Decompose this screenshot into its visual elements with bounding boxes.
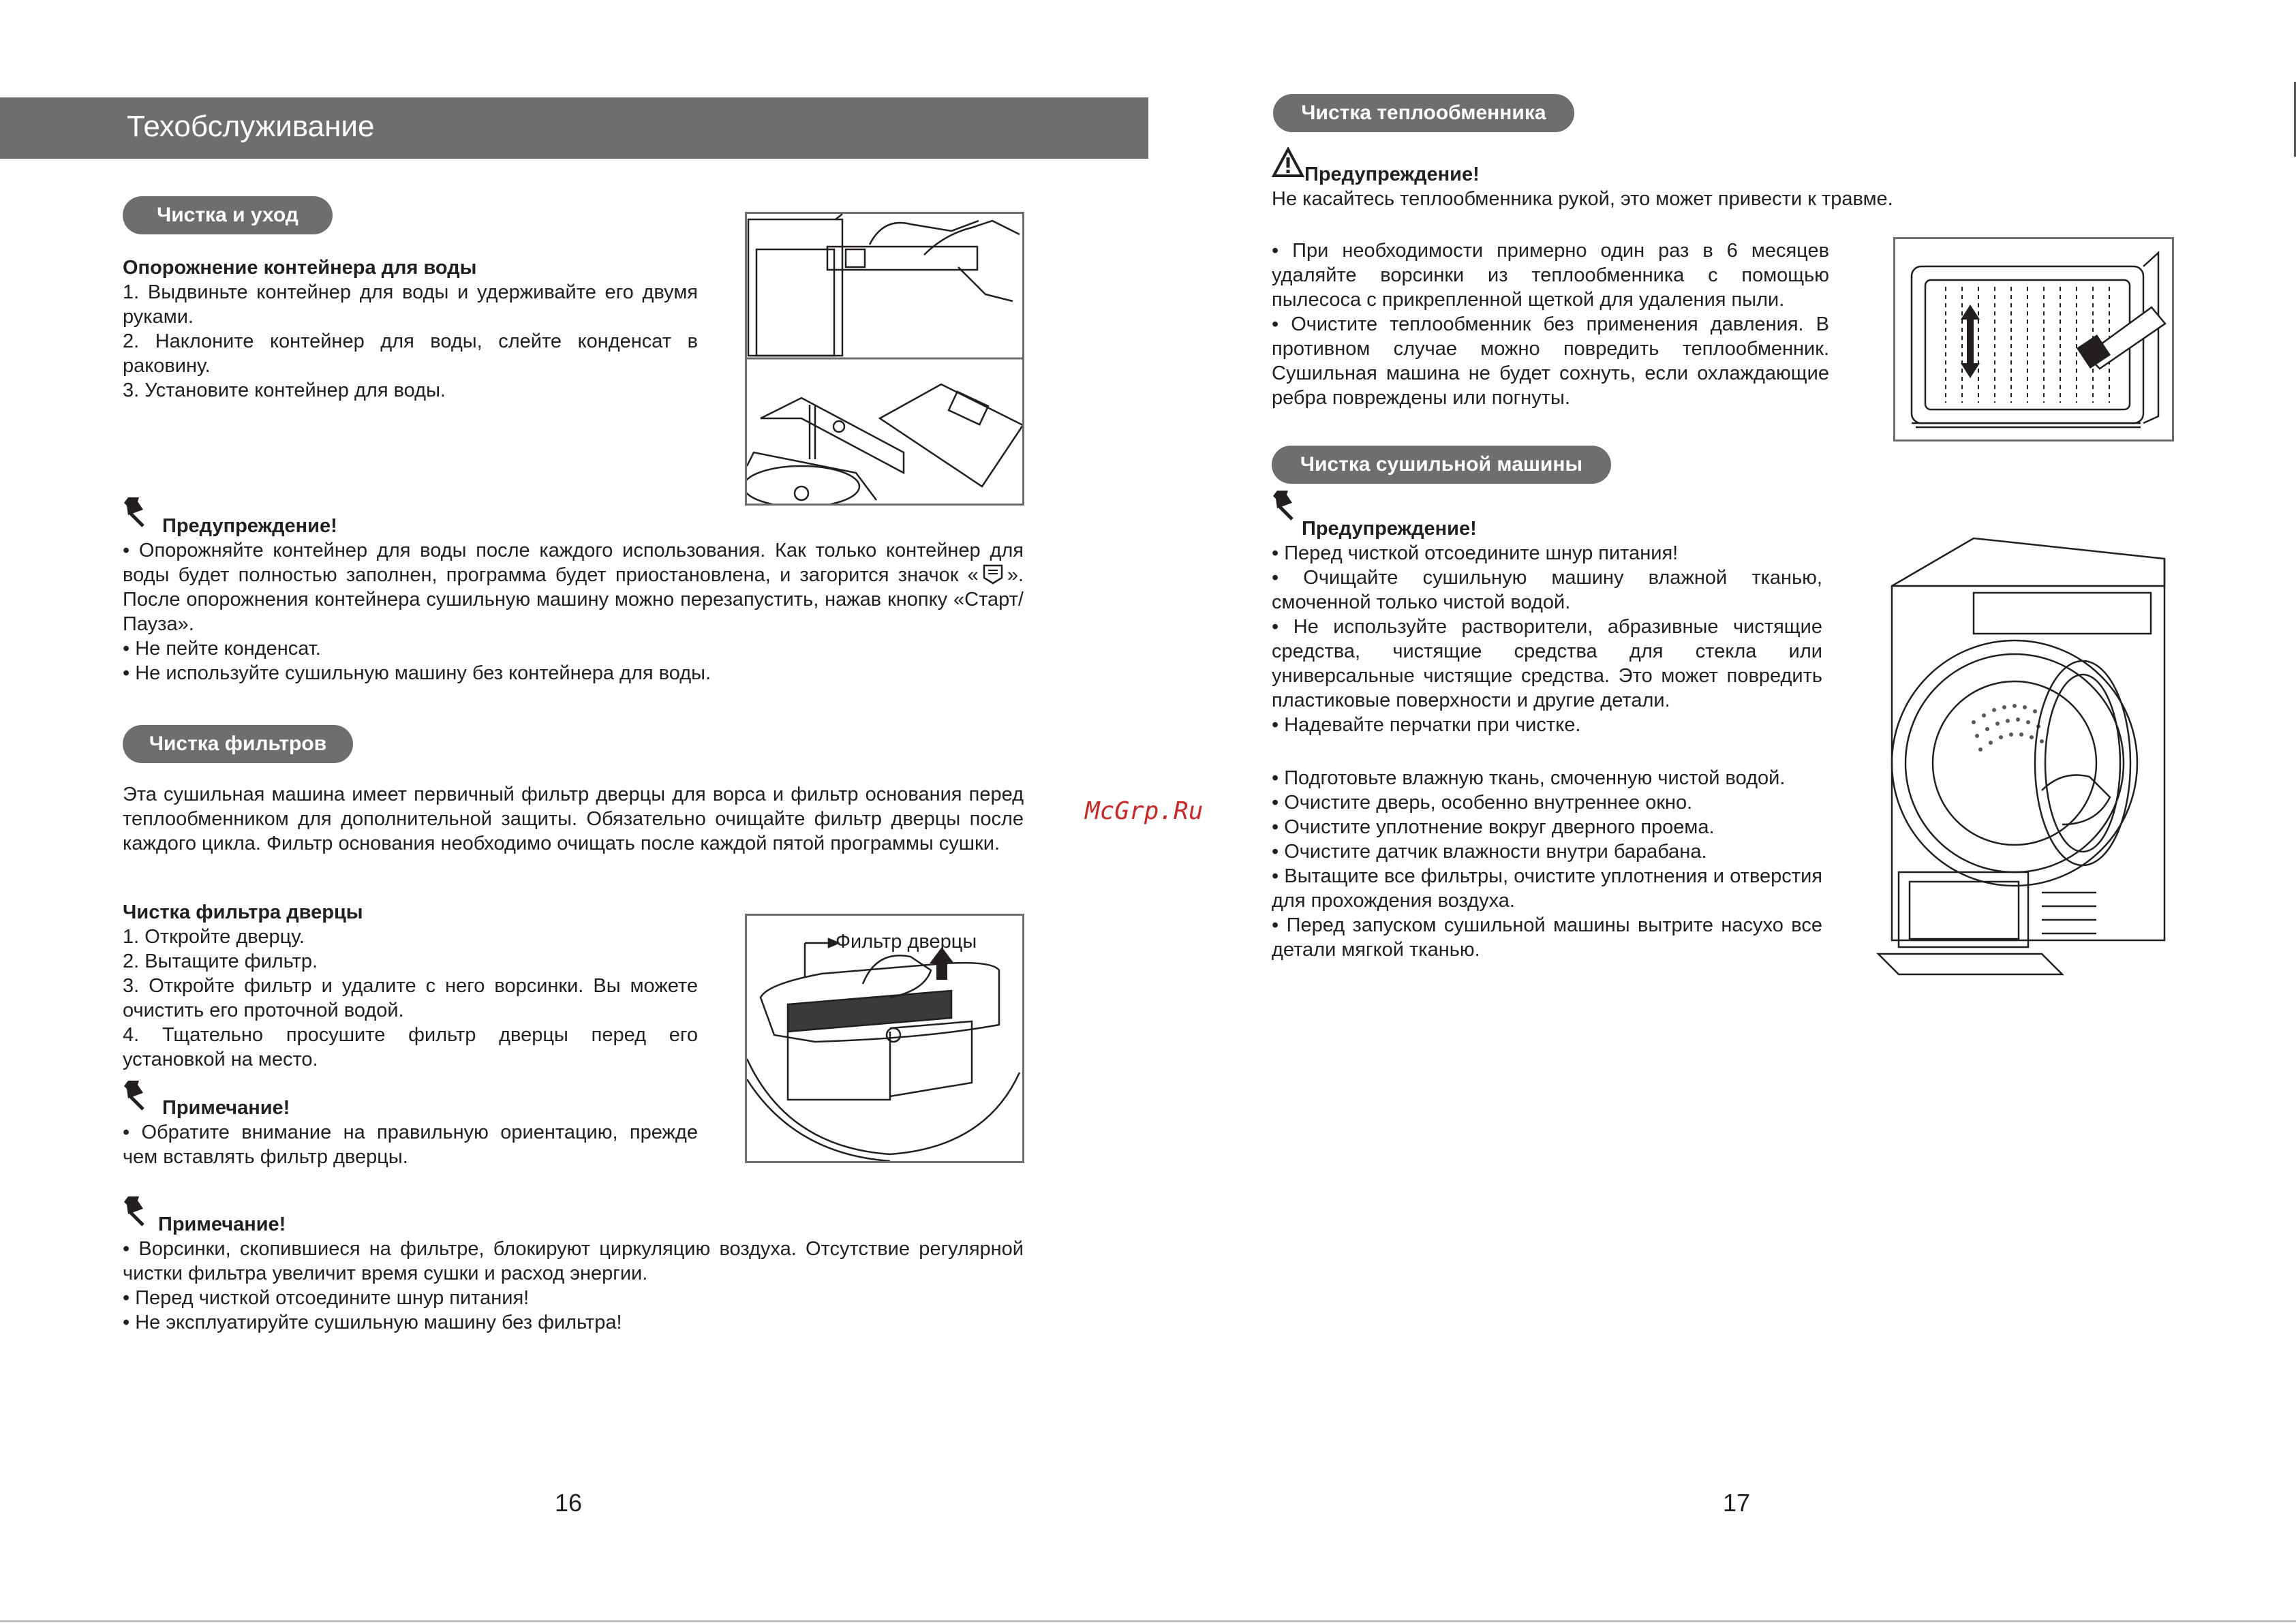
water-tank-indicator-icon [981, 564, 1005, 585]
dryer-step: • Подготовьте влажную ткань, смоченную чистой водой. [1272, 767, 1786, 789]
note2-line: • Ворсинки, скопившиеся на фильтре, блокируют циркуляцию воздуха. Отсутствие регулярной чистки фильтра увеличит время сушки и расход энергии. [123, 1238, 1024, 1284]
dryer-cleaning-figure [1837, 531, 2178, 981]
dryer-cleaning-pill: Чистка сушильной машины [1272, 446, 1611, 484]
pushpin-icon [1272, 489, 1302, 525]
pushpin-icon [123, 1079, 153, 1115]
watermark: McGrp.Ru [1085, 797, 1204, 825]
dryer-warning-line: • Перед чисткой отсоедините шнур питания! [1272, 542, 1679, 564]
page-number-right: 17 [1723, 1489, 1751, 1517]
door-filter-step: 3. Откройте фильтр и удалите с него ворсинки. Вы можете очистить его проточной водой. [123, 975, 698, 1021]
dryer-step: • Очистите уплотнение вокруг дверного проема. [1272, 816, 1715, 838]
door-filter-section [123, 900, 698, 1072]
water-container-figure [745, 212, 1024, 506]
heat-warning-title: Предупреждение! [1304, 164, 1480, 185]
dryer-warning-line: • Очищайте сушильную машину влажной тканью, смоченной только чистой водой. [1272, 567, 1822, 613]
pushpin-icon [123, 496, 153, 531]
dryer-warning-line: • Не используйте растворители, абразивные чистящие средства, чистящие средства для стекла или универсальные чистящие средства. Это может повредить пластиковые поверхности и другие детали. [1272, 616, 1822, 711]
warning1-text-pre: • Опорожняйте контейнер для воды после каждого использования. Как только контейнер для воды будет полностью заполнен, программа будет приостановлена, и загорится значок « [123, 540, 1024, 586]
filters-pill: Чистка фильтров [123, 725, 353, 763]
note2-body [123, 1237, 1024, 1335]
heat-exchanger-figure [1893, 237, 2174, 442]
door-filter-figure [745, 914, 1024, 1163]
heat-line: • Очистите теплообменник без применения давления. В противном случае можно повредить теплообменник. Сушильная машина не будет сохнуть, если охлаждающие ребра повреждены или погнуты. [1272, 313, 1829, 409]
pushpin-icon [123, 1195, 153, 1231]
warning1-title: Предупреждение! [162, 515, 337, 537]
dryer-step: • Очистите датчик влажности внутри барабана. [1272, 841, 1707, 863]
dryer-warning-line: • Надевайте перчатки при чистке. [1272, 714, 1581, 736]
care-pill: Чистка и уход [123, 196, 333, 234]
note2-line: • Перед чисткой отсоедините шнур питания! [123, 1287, 530, 1309]
note2-line: • Не эксплуатируйте сушильную машину без фильтра! [123, 1312, 622, 1333]
filters-intro: Эта сушильная машина имеет первичный фильтр дверцы для ворса и фильтр основания перед теплообменником для дополнительной защиты. Обязательно очищайте фильтр дверцы после каждого цикла. Фильтр основания необходимо очищать после каждой пятой программы сушки. [123, 784, 1024, 854]
warning1-line: • Не используйте сушильную машину без контейнера для воды. [123, 662, 711, 684]
dryer-step: • Очистите дверь, особенно внутреннее окно. [1272, 792, 1693, 814]
dryer-step: • Вытащите все фильтры, очистите уплотнения и отверстия для прохождения воздуха. [1272, 865, 1822, 912]
page-title: Техобслуживание [127, 110, 375, 143]
warning1-body [123, 538, 1024, 685]
note1-text: • Обратите внимание на правильную ориентацию, прежде чем вставлять фильтр дверцы. [123, 1122, 698, 1168]
door-filter-step: 2. Вытащите фильтр. [123, 950, 318, 972]
dryer-steps [1272, 766, 1822, 962]
heat-exchanger-body [1272, 238, 1829, 410]
heat-exchanger-pill: Чистка теплообменника [1273, 94, 1574, 132]
dryer-warning-body [1272, 541, 1822, 737]
door-filter-label: Фильтр дверцы [836, 931, 977, 953]
door-filter-heading: Чистка фильтра дверцы [123, 901, 363, 923]
water-step: 3. Установите контейнер для воды. [123, 380, 446, 401]
page-number-left: 16 [555, 1489, 583, 1517]
warning1-text-post: ». После опорожнения контейнера сушильную машину можно перезапустить, нажав кнопку «Старт/Пауза». [123, 564, 1024, 635]
heat-warning-text: Не касайтесь теплообменника рукой, это может привести к травме. [1272, 188, 1893, 210]
door-filter-step: 1. Откройте дверцу. [123, 926, 305, 948]
door-filter-step: 4. Тщательно просушите фильтр дверцы перед его установкой на место. [123, 1024, 698, 1070]
water-section [123, 256, 698, 403]
water-step: 2. Наклоните контейнер для воды, слейте конденсат в раковину. [123, 330, 698, 377]
warning1-line: • Не пейте конденсат. [123, 638, 321, 660]
page-edge-line [0, 1620, 2296, 1622]
note1-title: Примечание! [162, 1097, 290, 1119]
dryer-step: • Перед запуском сушильной машины вытрите насухо все детали мягкой тканью. [1272, 914, 1822, 961]
dryer-warning-title: Предупреждение! [1302, 518, 1477, 540]
water-step: 1. Выдвиньте контейнер для воды и удерживайте его двумя руками. [123, 281, 698, 328]
water-heading: Опорожнение контейнера для воды [123, 257, 477, 279]
heat-line: • При необходимости примерно один раз в 6 месяцев удаляйте ворсинки из теплообменника с помощью пылесоса с прикрепленной щеткой для удаления пыли. [1272, 240, 1829, 311]
note2-title: Примечание! [158, 1214, 286, 1235]
warning-triangle-icon [1272, 147, 1304, 179]
